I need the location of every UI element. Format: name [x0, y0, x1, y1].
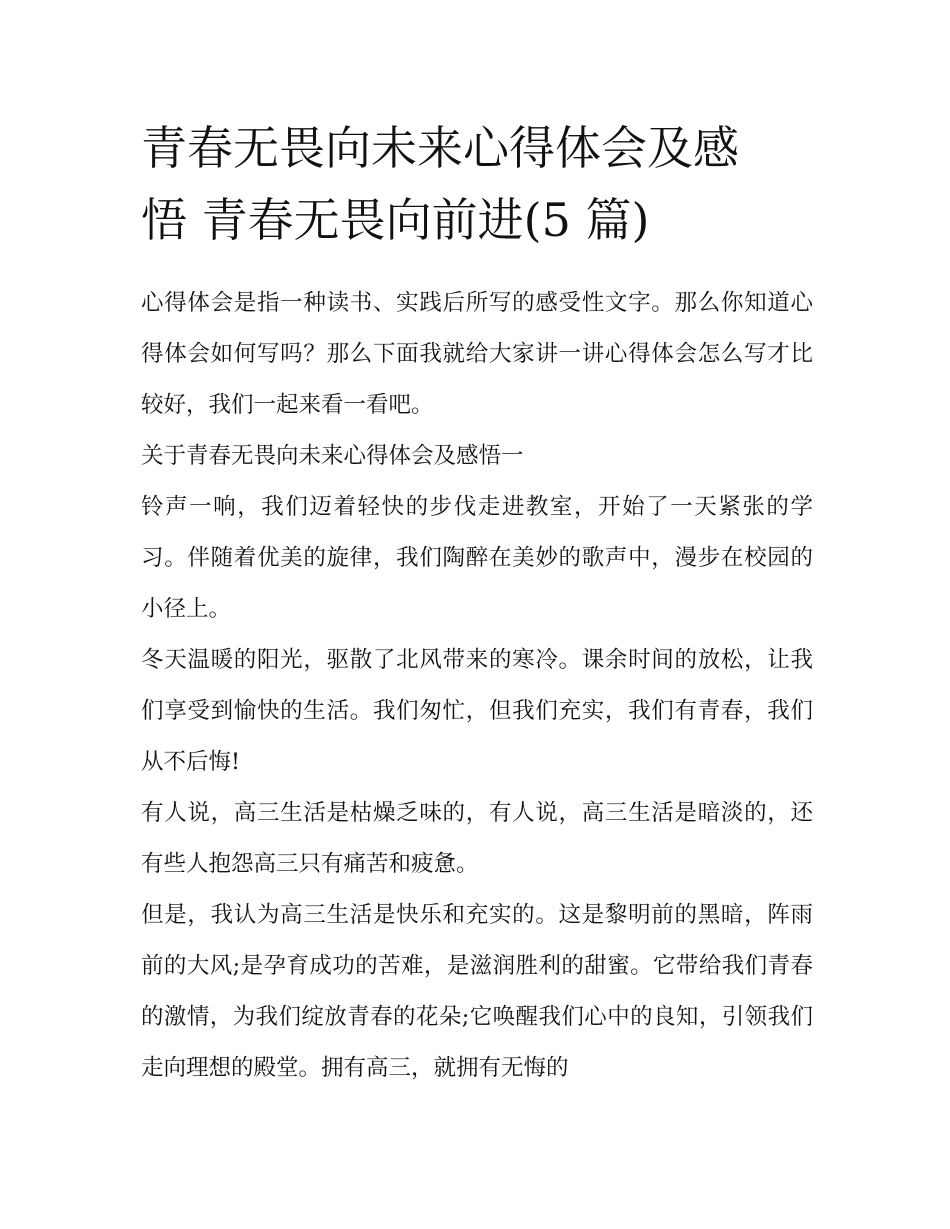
body-paragraph: 铃声一响，我们迈着轻快的步伐走进教室，开始了一天紧张的学习。伴随着优美的旋律，我们陶醉在美妙的歌声中，漫步在校园的小径上。: [141, 494, 813, 622]
document-body: [141, 278, 813, 1094]
body-paragraph: 但是，我认为高三生活是快乐和充实的。这是黎明前的黑暗，阵雨前的大风;是孕育成功的苦难，是滋润胜利的甜蜜。它带给我们青春的激情，为我们绽放青春的花朵;它唤醒我们心中的良知，引领我们走向理想的殿堂。拥有高三，就拥有无悔的: [141, 902, 813, 1081]
title-line-1: 青春无畏向未来心得体会及感: [141, 121, 739, 175]
body-paragraph: 有人说，高三生活是枯燥乏味的，有人说，高三生活是暗淡的，还有些人抱怨高三只有痛苦和疲惫。: [141, 800, 813, 877]
document-page: [141, 112, 813, 1094]
title-line-2: 悟 青春无畏向前进(5 篇): [141, 193, 650, 247]
document-title: [141, 112, 813, 256]
section-heading: 关于青春无畏向未来心得体会及感悟一: [141, 443, 524, 469]
body-paragraph: 冬天温暖的阳光，驱散了北风带来的寒冷。课余时间的放松，让我们享受到愉快的生活。我们匆忙，但我们充实，我们有青春，我们从不后悔!: [141, 647, 813, 775]
intro-paragraph: 心得体会是指一种读书、实践后所写的感受性文字。那么你知道心得体会如何写吗？那么下面我就给大家讲一讲心得体会怎么写才比较好，我们一起来看一看吧。: [141, 290, 813, 418]
